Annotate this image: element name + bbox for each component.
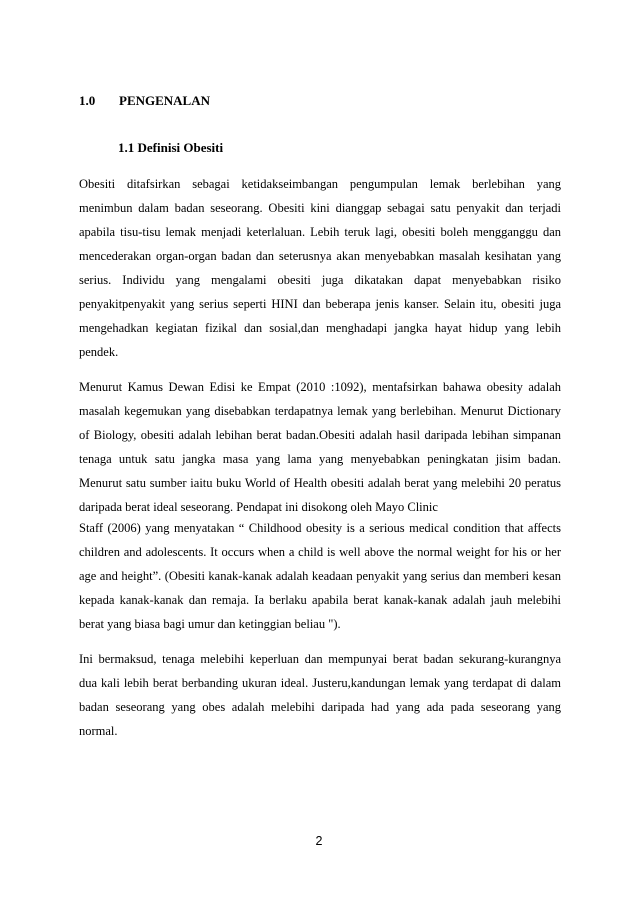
paragraph-line: masalah kegemukan yang disebabkan terdapatnya lemak yang berlebihan. Menurut Dictionary bbox=[79, 404, 561, 418]
paragraph-line: Staff (2006) yang menyatakan “ Childhood obesity is a serious medical condition that affects bbox=[79, 521, 561, 535]
paragraph-line: menimbun dalam badan seseorang. Obesiti kini dianggap sebagai satu penyakit dan terjadi bbox=[79, 201, 561, 215]
paragraph-line: dua kali lebih berat berbanding ukuran ideal. Justeru,kandungan lemak yang terdapat di dalam bbox=[79, 676, 561, 690]
paragraph-line: apabila tisu-tisu lemak menjadi keterlaluan. Lebih teruk lagi, obesiti boleh mengganggu dan bbox=[79, 225, 561, 239]
paragraph-line: Menurut satu sumber iaitu buku World of Health obesiti adalah berat yang melebihi 20 peratus bbox=[79, 476, 561, 490]
paragraph-line: pendek. bbox=[79, 345, 119, 359]
paragraph-line: Ini bermaksud, tenaga melebihi keperluan dan mempunyai berat badan sekurang-kurangnya bbox=[79, 652, 561, 666]
paragraph-line: Menurut Kamus Dewan Edisi ke Empat (2010 :1092), mentafsirkan bahawa obesity adalah bbox=[79, 380, 561, 394]
paragraph-line: children and adolescents. It occurs when a child is well above the normal weight for his or her bbox=[79, 545, 561, 559]
paragraph-line: mengehadkan kegiatan fizikal dan sosial,dan menghadapi jangka hayat hidup yang lebih bbox=[79, 321, 561, 335]
paragraph-line: mencederakan organ-organ badan dan seterusnya akan menyebabkan masalah kesihatan yang bbox=[79, 249, 561, 263]
paragraph-line: berat yang biasa bagi umur dan ketinggian beliau "). bbox=[79, 617, 341, 631]
paragraph-line: of Biology, obesiti adalah lebihan berat badan.Obesiti adalah hasil daripada lebihan simpanan bbox=[79, 428, 561, 442]
page-number: 2 bbox=[315, 834, 323, 848]
section-heading bbox=[79, 93, 210, 109]
paragraph-line: serius. Individu yang mengalami obesiti juga dikatakan dapat menyebabkan risiko bbox=[79, 273, 561, 287]
paragraph-line: normal. bbox=[79, 724, 118, 738]
section-title: PENGENALAN bbox=[119, 93, 211, 108]
paragraph-line: age and height”. (Obesiti kanak-kanak adalah keadaan penyakit yang serius dan memberi kesan bbox=[79, 569, 561, 583]
paragraph-line: kepada kanak-kanak dan remaja. Ia berlaku apabila berat kanak-kanak adalah jauh melebihi bbox=[79, 593, 561, 607]
paragraph-line: tenaga untuk satu jangka masa yang lama yang menyebabkan peningkatan jisim badan. bbox=[79, 452, 561, 466]
paragraph-line: daripada berat ideal seseorang. Pendapat ini disokong oleh Mayo Clinic bbox=[79, 500, 438, 514]
section-number: 1.0 bbox=[79, 93, 96, 108]
paragraph-line: penyakitpenyakit yang serius seperti HINI dan beberapa jenis kanser. Selain itu, obesiti juga bbox=[79, 297, 561, 311]
subsection-heading: 1.1 Definisi Obesiti bbox=[118, 140, 224, 155]
paragraph-line: badan seseorang yang obes adalah melebihi daripada had yang ada pada seseorang yang bbox=[79, 700, 561, 714]
paragraph-line: Obesiti ditafsirkan sebagai ketidakseimbangan pengumpulan lemak berlebihan yang bbox=[79, 177, 561, 191]
